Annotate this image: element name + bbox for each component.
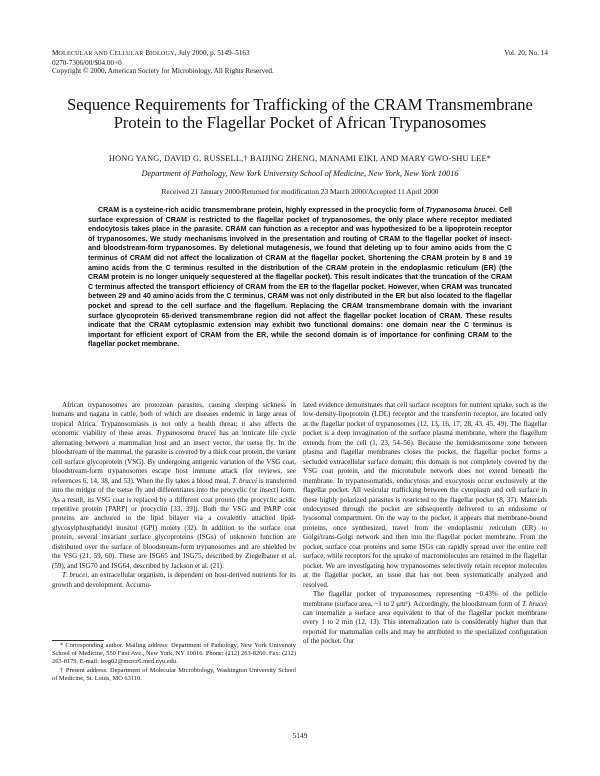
footnote-divider <box>52 640 104 641</box>
volume-info: Vol. 20, No. 14 <box>504 49 548 57</box>
journal-citation: MOLECULAR AND CELLULAR BIOLOGY, July 2000, p. 5149–5163 <box>52 49 250 57</box>
affiliation: Department of Pathology, New York University School of Medicine, New York, New York 10016 <box>141 169 459 178</box>
footnote-corresponding: * Corresponding author. Mailing address: Department of Pathology, New York University School of Medicine, 550 First Ave., New York, NY 10016. Phone: (212) 263-8260. Fax: (212) 263-8179. E-mail: leeg02@mcrcr6.med.nyu.edu. <box>52 642 296 666</box>
journal-header <box>52 49 382 76</box>
article-title: Sequence Requirements for Trafficking of the CRAM Transmembrane Protein to the Flagellar Pocket of African Trypanosomes <box>67 95 533 132</box>
paragraph: T. brucei, an extracellular organism, is dependent on host-derived nutrients for its growth and development. Accumu- <box>52 571 296 589</box>
authors: HONG YANG, DAVID G. RUSSELL,† BAIJING ZHENG, MANAMI EIKI, AND MARY GWO-SHU LEE* <box>108 154 492 163</box>
paragraph: lated evidence demonstrates that cell surface receptors for nutrient uptake, such as the low-density-lipoprotein (LDL) receptor and the transferrin receptor, are located only at the flagellar pocket of trypanosomes (12, 13, 16, 17, 28, 43, 45, 49). The flagellar pocket is a deep invagination of the surface plasma membrane, where the flagellum extends from the cell (1, 23, 54–56). Because the hemidesmosome zone between plasma and flagellar membranes closes the pocket, the flagellar pocket forms a secluded extracellular surface domain; this domain is not completely covered by the VSG coat protein, and the microtubule network does not extend beneath the membrane. In trypanosomatids, endocytosis and exocytosis occur exclusively at the flagellar pocket. All vesicular trafficking between the cytoplasm and cell surface in these highly polarized parasites is restricted to the flagellar pocket (8, 37). Materials endocytosed through the pocket are subsequently delivered to an endosome or lysosomal compartment. On the way to the pocket, it appears that membrane-bound proteins, once synthesized, travel from the endoplasmic reticulum (ER) to Golgi/trans-Golgi network and then into the flagellar pocket membrane. From the pocket, surface coat proteins and some ISGs can rapidly spread over the entire cell surface, while receptors for the uptake of macromolecules are retained in the flagellar pocket. We are investigating how trypanosomes selectively retain receptor molecules at the flagellar pocket, an issue that has not been systematically analyzed and resolved. <box>303 401 547 589</box>
body-column-right <box>303 401 547 647</box>
abstract: CRAM is a cysteine-rich acidic transmembrane protein, highly expressed in the procyclic form of Trypanosoma brucei. Cell surface expression of CRAM is restricted to the flagellar pocket of trypanosomes, the only place where receptor mediated endocytosis takes place in the parasite. CRAM can function as a receptor and was hypothesized to be a lipoprotein receptor of trypanosomes. We study mechanisms involved in the presentation and routing of CRAM to the flagellar pocket of insect- and bloodstream-form trypanosomes. By deletional mutagenesis, we found that deleting up to four amino acids from the C terminus of CRAM did not affect the localization of CRAM at the flagellar pocket. Shortening the CRAM protein by 8 and 19 amino acids from the C terminus resulted in the distribution of the CRAM protein in the endoplasmic reticulum (ER) (the CRAM protein is no longer uniquely sequestered at the flagellar pocket). This result indicates that the truncation of the CRAM C terminus affected the transport efficiency of CRAM from the ER to the flagellar pocket. However, when CRAM was truncated between 29 and 40 amino acids from the C terminus, CRAM was not only distributed in the ER but also located to the flagellar pocket and spread to the cell surface and the flagellum. Replacing the CRAM transmembrane domain with the invariant surface glycoprotein 65-derived transmembrane region did not affect the flagellar pocket location of CRAM. These results indicate that the CRAM cytoplasmic extension may exhibit two functional domains: one domain near the C terminus is important for efficient export of CRAM from the ER, while the second domain is of importance for confining CRAM to the flagellar pocket membrane. <box>88 207 512 349</box>
footnote-present-address: † Present address: Department of Molecular Microbiology, Washington University School of Medicine, St. Louis, MO 63110. <box>52 666 296 682</box>
footnotes <box>52 642 296 683</box>
body-column-left <box>52 401 296 590</box>
issn: 0270-7306/00/$04.00+0 <box>52 58 122 67</box>
received-dates: Received 21 January 2000/Returned for modification 23 March 2000/Accepted 11 April 2000 <box>161 187 439 196</box>
copyright: Copyright © 2000, American Society for Microbiology. All Rights Reserved. <box>52 67 274 76</box>
page-number: 5149 <box>292 731 308 740</box>
paragraph: The flagellar pocket of trypanosomes, representing ~0.43% of the pellicle membrane (surface area, ~1 to 2 μm²). Accordingly, the bloodstream form of T. brucei can internalize a surface area equivalent to that of the flagellar pocket membrane every 1 to 2 min (12, 13). This internalization rate is considerably higher than that reported for mammalian cells and may be attributed to the specialized configuration of the pocket. Our <box>303 590 547 646</box>
paragraph: African trypanosomes are protozoan parasites, causing sleeping sickness in humans and nagana in cattle, both of which are diseases endemic in large areas of tropical Africa. Trypanosomiasis is not only a health threat; it also affects the economic viability of these areas. Trypanosoma brucei has an intricate life cycle alternating between a mammalian host and an insect vector, the tsetse fly. In the bloodstream of the mammal, the parasite is covered by a thick coat protein, the variant cell surface glycoprotein (VSG). By undergoing antigenic variation of the VSG coat, bloodstream-form trypanosomes escape host immune attack (for reviews, see references 6, 14, 38, and 53). When the fly takes a blood meal, T. brucei is transferred into the midgut of the tsetse fly and differentiates into the procyclic (or insect) form. As a result, its VSG coat is replaced by a different coat protein (the procyclic acidic repetitive protein [PARP] or procyclin [33, 39]). Both the VSG and PARP coat proteins are anchored to the lipid bilayer via a covalently attached lipid-glycosylphosphatidyl inositol (GPI) moiety (32). In addition to the surface coat protein, several invariant surface glycoproteins (ISGs) of unknown function are distributed over the surface of bloodstream-form trypanosomes and are shielded by the VSG (21, 59, 60). These are ISG65 and ISG75, described by Ziegelbauer et al. (59), and ISG70 and ISG64, described by Jackson et al. (21). <box>52 401 296 570</box>
